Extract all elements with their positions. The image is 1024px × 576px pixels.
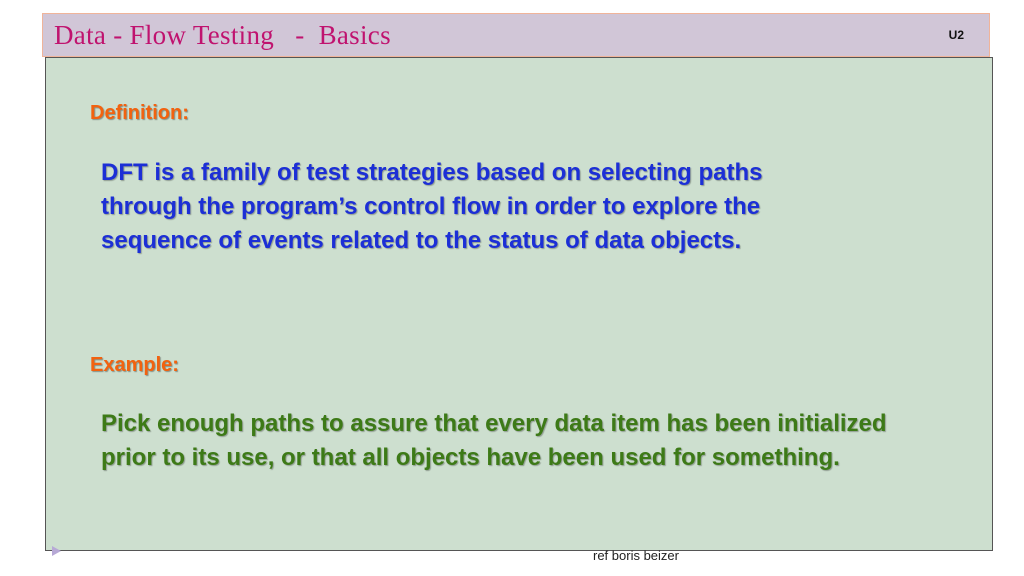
play-arrow-icon[interactable] <box>52 546 61 556</box>
footer-reference: ref boris beizer <box>593 548 679 563</box>
definition-line: sequence of events related to the status of data objects. <box>101 227 742 254</box>
example-line: prior to its use, or that all objects have been used for something. <box>101 444 840 471</box>
definition-heading: Definition: <box>90 102 189 124</box>
definition-text <box>101 156 961 258</box>
unit-label: U2 <box>948 28 964 42</box>
example-line: Pick enough paths to assure that every data item has been initialized <box>101 410 887 437</box>
example-heading: Example: <box>90 354 179 376</box>
slide-title: Data - Flow Testing - Basics <box>54 20 391 50</box>
definition-line: DFT is a family of test strategies based on selecting paths <box>101 159 763 186</box>
content-panel <box>45 57 993 551</box>
title-bar <box>42 13 990 57</box>
example-text <box>101 407 986 475</box>
definition-line: through the program’s control flow in order to explore the <box>101 193 761 220</box>
